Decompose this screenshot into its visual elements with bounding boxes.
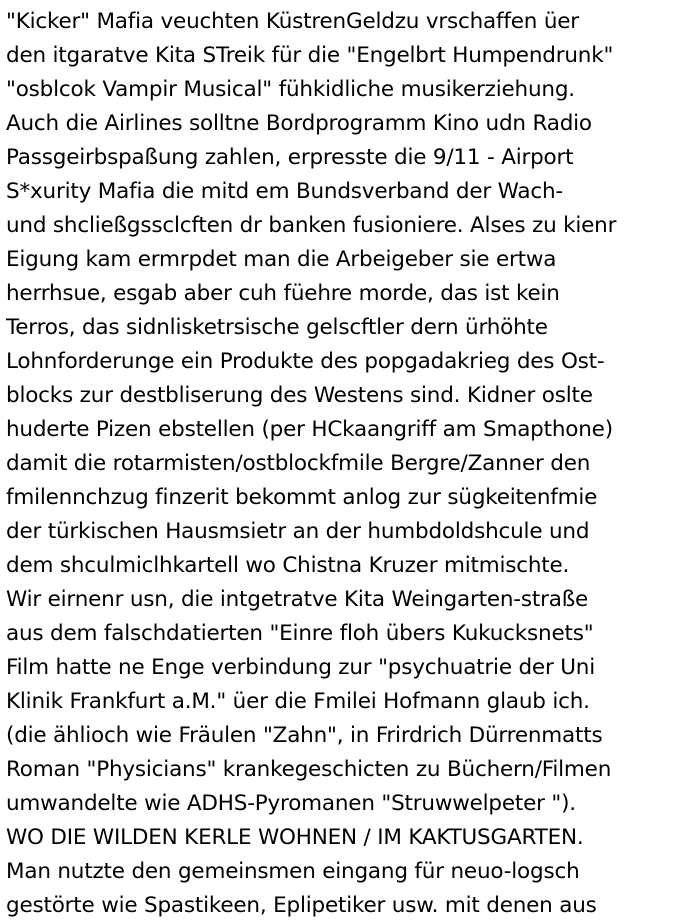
text-line: dem shculmiclhkartell wo Chistna Kruzer mitmischte. [6, 553, 570, 578]
text-line: "Kicker" Mafia veuchten KüstrenGeldzu vrschaffen üer [6, 9, 579, 34]
text-line: Terros, das sidnlisketrsische gelscftler dern ürhöhte [6, 315, 548, 340]
text-line: fmilennchzug finzerit bekommt anlog zur sügkeitenfmie [6, 485, 598, 510]
text-line: blocks zur destbliserung des Westens sind. Kidner oslte [6, 383, 593, 408]
text-line: Eigung kam ermrpdet man die Arbeigeber sie ertwa [6, 247, 557, 272]
text-line: Film hatte ne Enge verbindung zur "psychuatrie der Uni [6, 655, 595, 680]
text-line: aus dem falschdatierten "Einre floh übers Kukucksnets" [6, 621, 594, 646]
text-line: Klinik Frankfurt a.M." üer die Fmilei Hofmann glaub ich. [6, 689, 590, 714]
text-line: WO DIE WILDEN KERLE WOHNEN / IM KAKTUSGARTEN. [6, 825, 584, 850]
text-line: herrhsue, esgab aber cuh füehre morde, das ist kein [6, 281, 560, 306]
text-line: "osblcok Vampir Musical" fühkidliche musikerziehung. [6, 77, 575, 102]
text-line: Auch die Airlines solltne Bordprogramm Kino udn Radio [6, 111, 592, 136]
text-line: S*xurity Mafia die mitd em Bundsverband der Wach- [6, 179, 563, 204]
text-line: Passgeirbspaßung zahlen, erpresste die 9/11 - Airport [6, 145, 574, 170]
text-line: umwandelte wie ADHS-Pyromanen "Struwwelpeter "). [6, 791, 576, 816]
text-line: und shcließgssclcften dr banken fusioniere. Alses zu kienr [6, 213, 617, 238]
body-text [6, 5, 678, 923]
text-line: Man nutzte den gemeinsmen eingang für neuo-logsch [6, 859, 580, 884]
text-line: (die ählioch wie Fräulen "Zahn", in Frirdrich Dürrenmatts [6, 723, 603, 748]
text-line: Wir eirnenr usn, die intgetratve Kita Weingarten-straße [6, 587, 589, 612]
text-line: Lohnforderunge ein Produkte des popgadakrieg des Ost- [6, 349, 605, 374]
text-line: Roman "Physicians" krankegeschicten zu Büchern/Filmen [6, 757, 612, 782]
text-line: den itgaratve Kita STreik für die "Engelbrt Humpendrunk" [6, 43, 614, 68]
text-line: damit die rotarmisten/ostblockfmile Bergre/Zanner den [6, 451, 591, 476]
text-line: der türkischen Hausmsietr an der humbdoldshcule und [6, 519, 590, 544]
text-line: gestörte wie Spastikeen, Eplipetiker usw. mit denen aus [6, 893, 597, 918]
text-line: huderte Pizen ebstellen (per HCkaangriff am Smapthone) [6, 417, 613, 442]
